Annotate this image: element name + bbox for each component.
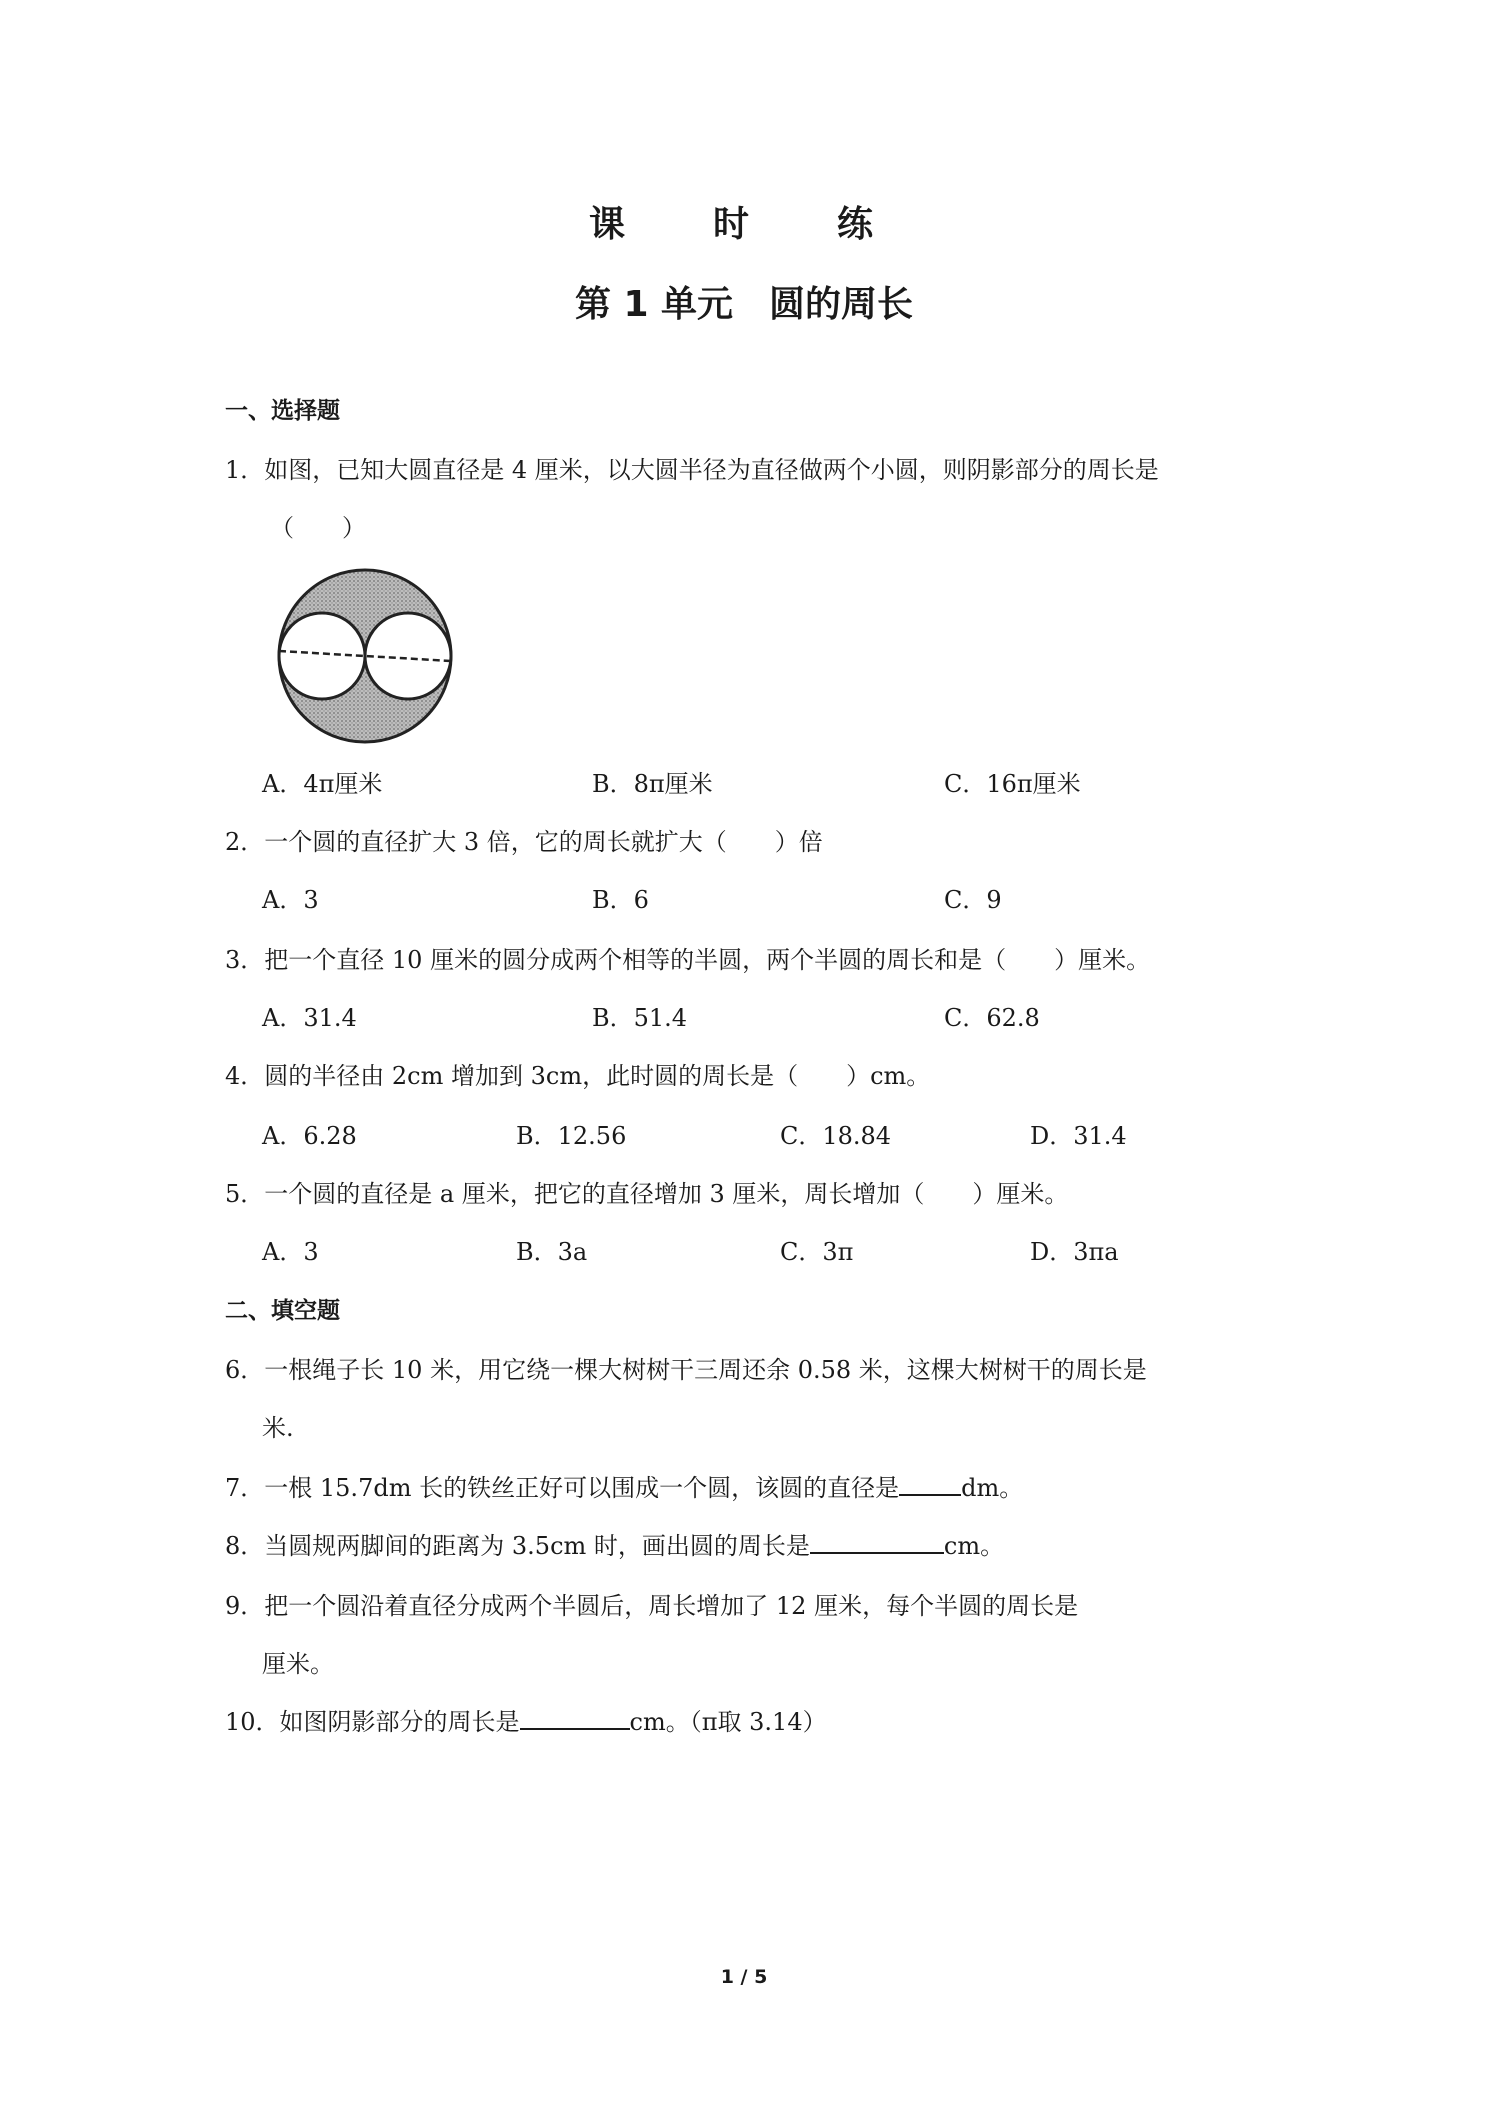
q1-option-a: A．4π厘米 — [262, 770, 383, 798]
page-number: 1 / 5 — [720, 1966, 768, 1988]
question-7-text: 7．一根 15.7dm 长的铁丝正好可以围成一个圆，该圆的直径是 — [225, 1474, 900, 1502]
question-10 — [225, 1702, 827, 1737]
q5-option-c: C．3π — [780, 1238, 854, 1266]
answer-blank[interactable] — [810, 1526, 944, 1554]
q2-option-c: C．9 — [944, 886, 1002, 914]
question-2-text: 2．一个圆的直径扩大 3 倍，它的周长就扩大（ ）倍 — [225, 828, 823, 856]
q2-option-b: B．6 — [592, 886, 649, 914]
question-1-text: 1．如图，已知大圆直径是 4 厘米，以大圆半径为直径做两个小圆，则阴影部分的周长是 — [225, 456, 1159, 484]
question-8-unit: cm。 — [943, 1532, 1005, 1560]
q4-option-a: A．6.28 — [262, 1122, 357, 1150]
small-circle-left — [279, 613, 365, 699]
q3-option-a: A．31.4 — [262, 1004, 357, 1032]
question-6-continuation: 米. — [262, 1414, 294, 1442]
section-heading-choice: 一、选择题 — [225, 398, 340, 424]
circle-figure — [265, 568, 465, 744]
question-1-paren: （ ） — [270, 514, 366, 542]
answer-blank[interactable] — [899, 1468, 961, 1496]
question-7-unit: dm。 — [961, 1474, 1024, 1502]
q3-option-b: B．51.4 — [592, 1004, 688, 1032]
q5-option-b: B．3a — [516, 1238, 588, 1266]
q1-option-c: C．16π厘米 — [944, 770, 1081, 798]
q5-option-d: D．3πa — [1030, 1238, 1119, 1266]
question-3-text: 3．把一个直径 10 厘米的圆分成两个相等的半圆，两个半圆的周长和是（ ）厘米。 — [225, 946, 1151, 974]
q3-option-c: C．62.8 — [944, 1004, 1040, 1032]
question-6-text: 6．一根绳子长 10 米，用它绕一棵大树树干三周还余 0.58 米，这棵大树树干的周长是 — [225, 1356, 1147, 1384]
q2-option-a: A．3 — [262, 886, 319, 914]
page-title: 课 时 练 — [588, 204, 899, 245]
question-9-text: 9．把一个圆沿着直径分成两个半圆后，周长增加了 12 厘米，每个半圆的周长是 — [225, 1592, 1079, 1620]
question-8 — [225, 1526, 1004, 1561]
question-5-text: 5．一个圆的直径是 a 厘米，把它的直径增加 3 厘米，周长增加（ ）厘米。 — [225, 1180, 1069, 1208]
question-9-continuation: 厘米。 — [262, 1650, 334, 1678]
q4-option-d: D．31.4 — [1030, 1122, 1127, 1150]
question-10-text: 10．如图阴影部分的周长是 — [225, 1708, 520, 1736]
question-10-unit: cm。（π取 3.14） — [629, 1708, 827, 1736]
answer-blank[interactable] — [520, 1702, 630, 1730]
question-4-text: 4．圆的半径由 2cm 增加到 3cm，此时圆的周长是（ ）cm。 — [225, 1062, 931, 1090]
q4-option-c: C．18.84 — [780, 1122, 892, 1150]
section-heading-fill: 二、填空题 — [225, 1298, 340, 1324]
unit-subtitle: 第 1 单元 圆的周长 — [574, 284, 914, 325]
question-7 — [225, 1468, 1023, 1503]
q4-option-b: B．12.56 — [516, 1122, 627, 1150]
q1-option-b: B．8π厘米 — [592, 770, 713, 798]
q5-option-a: A．3 — [262, 1238, 319, 1266]
question-8-text: 8．当圆规两脚间的距离为 3.5cm 时，画出圆的周长是 — [225, 1532, 810, 1560]
